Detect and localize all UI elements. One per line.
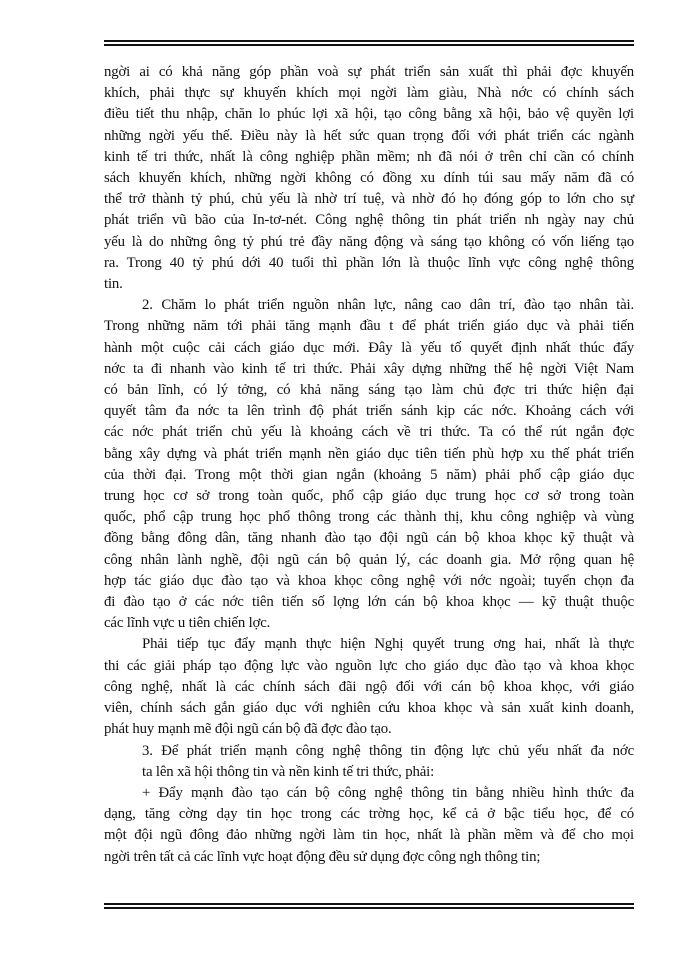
footer-rule	[104, 903, 634, 909]
text-line: những ngời yếu thế. Điều này là hết sức quan trọng đối với phát triển các ngành	[104, 127, 634, 144]
text-line: nớc ta đi nhanh vào kinh tế tri thức. Phải xây dựng những thế hệ ngời Việt Nam	[104, 360, 634, 377]
text-line: phát huy mạnh mẽ đội ngũ cán bộ đã đợc đào tạo.	[104, 721, 392, 738]
text-line: đi đào tạo ở các nớc tiên tiến số lợng lớn cán bộ khoa khọc — kỹ thuật thuộc	[104, 594, 634, 611]
header-rule	[104, 40, 634, 46]
text-line: ta lên xã hội thông tin và nền kinh tế tri thức, phải:	[142, 763, 435, 780]
text-line: yếu là do những ông tỷ phú trẻ đầy năng động và sáng tạo không có vốn liếng tạo	[104, 233, 634, 250]
text-line: đồng bằng đông dân, tăng nhanh đào tạo đội ngũ cán bộ khoa khọc kỹ thuật và	[104, 530, 634, 547]
text-line: phát triển vũ bão của In-tơ-nét. Công nghệ thông tin phát triển nh ngày nay chủ	[104, 212, 634, 229]
text-line: các lĩnh vực u tiên chiến lợc.	[104, 615, 271, 632]
document-body	[104, 62, 634, 868]
text-line: ra. Trong 40 tỷ phú dới 40 tuổi thì phần lớn là thuộc lĩnh vực công nghệ thông	[104, 254, 634, 271]
text-line: + Đẩy mạnh đào tạo cán bộ công nghệ thông tin bằng nhiều hình thức đa	[142, 784, 634, 801]
text-line: ngời ai có khả năng góp phần voà sự phát triển sản xuất thì phải đợc khuyến	[104, 64, 634, 80]
text-line: 2. Chăm lo phát triển nguồn nhân lực, nâng cao dân trí, đào tạo nhân tài.	[142, 297, 634, 314]
text-line: tin.	[104, 276, 123, 293]
text-line: điều tiết thu nhập, chăn lo phúc lợi xã hội, tạo công bằng xã hội, bảo vệ quyền lợi	[104, 106, 634, 123]
text-line: các nớc phát triển chủ yếu là khoảng cách về tri thức. Ta có thể rút ngắn đợc	[104, 424, 634, 441]
text-line: 3. Để phát triển mạnh công nghệ thông tin động lực chủ yếu nhất đa nớc	[142, 742, 634, 759]
text-line: ngời trên tất cả các lĩnh vực hoạt động đều sử dụng đợc công ngh thông tin;	[104, 848, 541, 865]
text-line: khích, phải thực sự khuyến khích mọi ngời làm giàu, Nhà nớc có chính sách	[104, 85, 634, 102]
text-line: của thời đại. Trong một thời gian ngắn (khoảng 5 năm) phải phổ cập giáo dục	[104, 466, 634, 483]
text-line: bằng xây dựng và phát triển mạnh nền giáo dục tiên tiến phù hợp xu thế phát triển	[104, 445, 634, 462]
text-line: Phải tiếp tục đẩy mạnh thực hiện Nghị quyết trung ơng hai, nhất là thực	[142, 636, 634, 653]
text-line: sách khuyến khích, những ngời không có đồng xu dính túi sau mấy năm đã có	[104, 170, 634, 187]
text-line: thể trở thành tỷ phú, chủ yếu là nhờ trí tuệ, và nhờ đó họ đóng góp to lớn cho sự	[104, 191, 634, 208]
text-line: thi các giải pháp tạo động lực vào nguồn lực cho giáo dục đào tạo và khoa khọc	[104, 657, 634, 674]
text-line: viên, chính sách gắn giáo dục với nghiên cứu khoa khọc và sản xuất kinh doanh,	[104, 700, 634, 717]
text-line: kinh tế tri thức, nhất là công nghiệp phần mềm; nh đã nói ở trên chỉ cần có chính	[104, 148, 634, 165]
text-line: công nhân lành nghề, đội ngũ cán bộ quản lý, các doanh gia. Mở rộng quan hệ	[104, 551, 634, 568]
text-line: hợp tác giáo dục đào tạo và khoa khọc công nghệ với nớc ngoài; tuyển chọn đa	[104, 572, 634, 589]
text-line: quyết tâm đa nớc ta lên trình độ phát triển sánh kịp các nớc. Khoảng cách với	[104, 403, 634, 420]
text-line: quốc, phổ cập trung học phổ thông trong các thành thị, khu công nghiệp và vùng	[104, 509, 634, 526]
text-line: dạng, tăng cờng dạy tin học trong các trờng học, kể cả ở bậc tiểu học, để có	[104, 806, 634, 823]
text-line: một đội ngũ đông đảo những ngời làm tin học, nhất là phần mềm và để cho mọi	[104, 827, 634, 844]
text-line: công nghệ, nhất là các chính sách đãi ngộ đối với cán bộ khoa khọc, với giáo	[104, 678, 634, 695]
text-line: trung học cơ sở trong toàn quốc, phổ cập giáo dục trung học cơ sở trong toàn	[104, 488, 634, 505]
text-line: Trong những năm tới phải tăng mạnh đầu t để phát triển giáo dục và phải tiến	[104, 318, 634, 335]
text-line: hành một cuộc cải cách giáo dục mới. Đây là yếu tố quyết định nhất thúc đẩy	[104, 339, 634, 356]
text-line: có bản lĩnh, có lý tởng, có khả năng sáng tạo làm chủ đợc tri thức hiện đại	[104, 382, 634, 399]
